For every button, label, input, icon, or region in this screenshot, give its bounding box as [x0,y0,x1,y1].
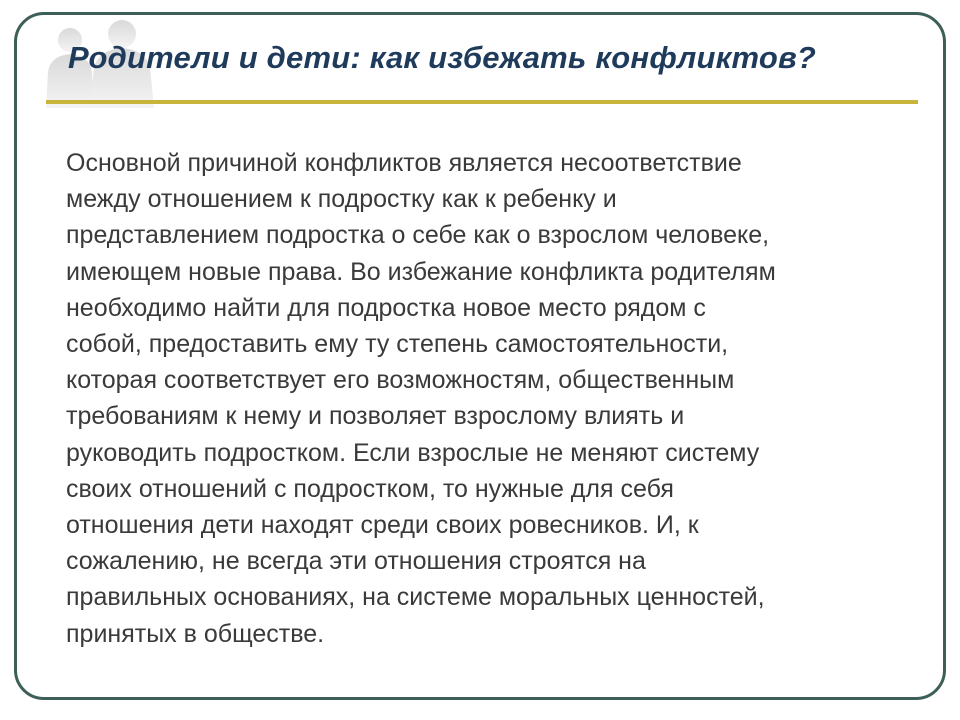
body-line: представлением подростка о себе как о взрослом человеке, [66,221,770,250]
body-line: своих отношений с подростком, то нужные для себя [66,474,674,503]
title-underline [46,100,918,104]
body-line: принятых в обществе. [66,619,325,648]
body-line: которая соответствует его возможностям, общественным [66,366,735,395]
body-line: правильных основаниях, на системе моральных ценностей, [66,583,765,612]
body-line: собой, предоставить ему ту степень самостоятельности, [66,330,729,359]
slide-title: Родители и дети: как избежать конфликтов? [68,40,817,75]
body-line: между отношением к подростку как к ребенку и [66,185,617,214]
body-line: руководить подростком. Если взрослые не меняют систему [66,438,760,467]
body-line: отношения дети находят среди своих ровесников. И, к [66,511,699,540]
body-line: Основной причиной конфликтов является несоответствие [66,149,742,177]
body-line: требованиям к нему и позволяет взрослому влиять и [66,402,685,431]
body-line: имеющем новые права. Во избежание конфликта родителям [66,257,776,286]
body-paragraph [66,145,926,652]
body-line: необходимо найти для подростка новое место рядом с [66,293,706,322]
body-line: сожалению, не всегда эти отношения строятся на [66,547,646,576]
